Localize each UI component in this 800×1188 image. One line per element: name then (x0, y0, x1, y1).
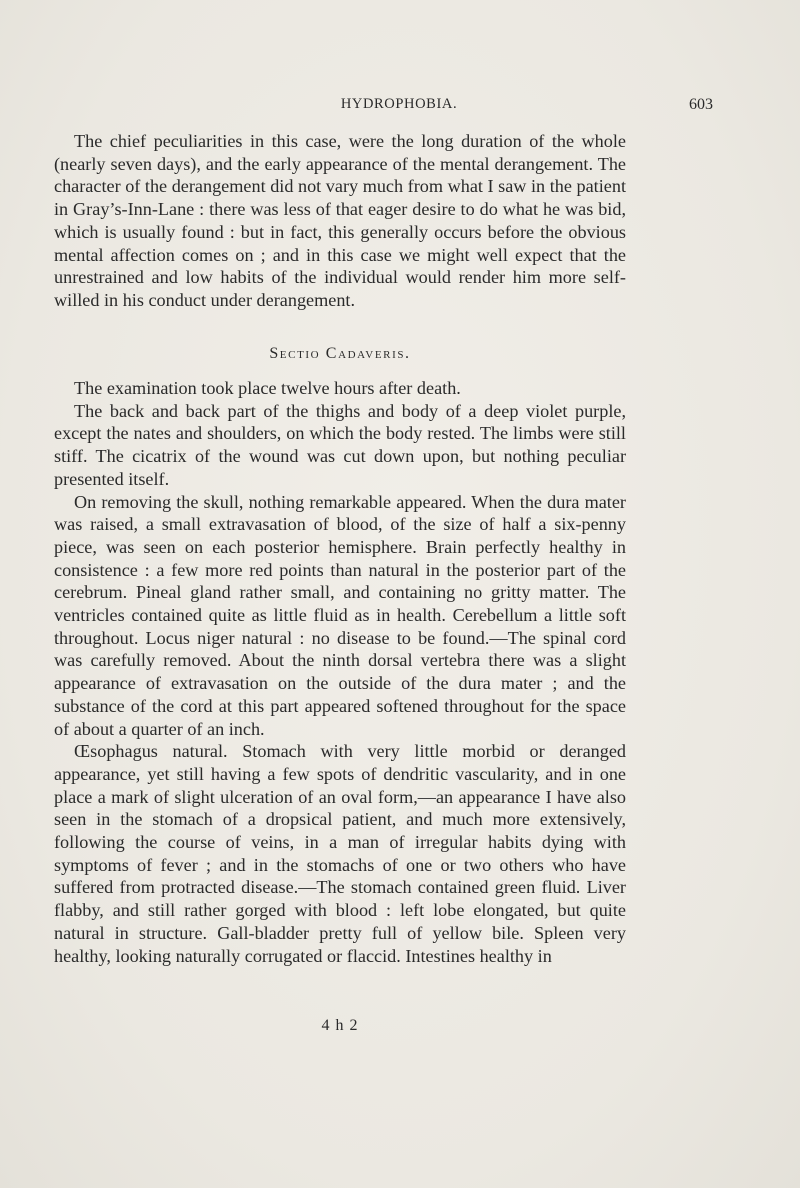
section-text (54, 377, 626, 967)
section-heading: Sectio Cadaveris. (269, 345, 411, 362)
paragraph: The back and back part of the thighs and body of a deep violet purple, except the nates and shoulders, on which the body rested. The limbs were still stiff. The cicatrix of the wound was cut down upon, but nothing peculiar presented itself. (54, 400, 626, 489)
page-number: 603 (689, 96, 713, 113)
running-title: HYDROPHOBIA. (340, 96, 458, 112)
opening-text (54, 130, 626, 312)
paragraph: The examination took place twelve hours after death. (74, 378, 461, 398)
paragraph: Œsophagus natural. Stomach with very little morbid or deranged appearance, yet still having a few spots of dendritic vascularity, and in one place a mark of slight ulceration of an oval form,—an appearance I have also seen in the stomach of a dropsical patient, and much more extensively, following the course of veins, in a man of irregular habits dying with symptoms of fever ; and in the stomachs of one or two others who have suffered from protracted disease.—The stomach contained green fluid. Liver flabby, and still rather gorged with blood : left lobe elongated, but quite natural in structure. Gall-bladder pretty full of yellow bile. Spleen very healthy, looking naturally corrugated or flaccid. Intestines healthy in (54, 741, 626, 966)
paragraph: The chief peculiarities in this case, were the long duration of the whole (nearly seven days), and the early appearance of the mental derangement. The character of the derangement did not vary much from what I saw in the patient in Gray’s-Inn-Lane : there was less of that eager desire to do what he was bid, which is usually found : but in fact, this generally occurs before the obvious mental affection comes on ; and in this case we might well expect that the unrestrained and low habits of the individual would render him more self-willed in his conduct under derangement. (54, 131, 626, 310)
paragraph: On removing the skull, nothing remarkable appeared. When the dura mater was raised, a small extravasation of blood, of the size of half a six-penny piece, was seen on each posterior hemisphere. Brain perfectly healthy in consistence : a few more red points than natural in the posterior part of the cerebrum. Pineal gland rather small, and containing no gritty matter. The ventricles contained quite as little fluid as in health. Cerebellum a little soft throughout. Locus niger natural : no disease to be found.—The spinal cord was carefully removed. About the ninth dorsal vertebra there was a slight appearance of extravasation on the outside of the dura mater ; and the substance of the cord at this part appeared softened throughout for the space of about a quarter of an inch. (54, 491, 626, 739)
running-head (85, 96, 713, 118)
signature-mark: 4 h 2 (321, 1017, 359, 1034)
